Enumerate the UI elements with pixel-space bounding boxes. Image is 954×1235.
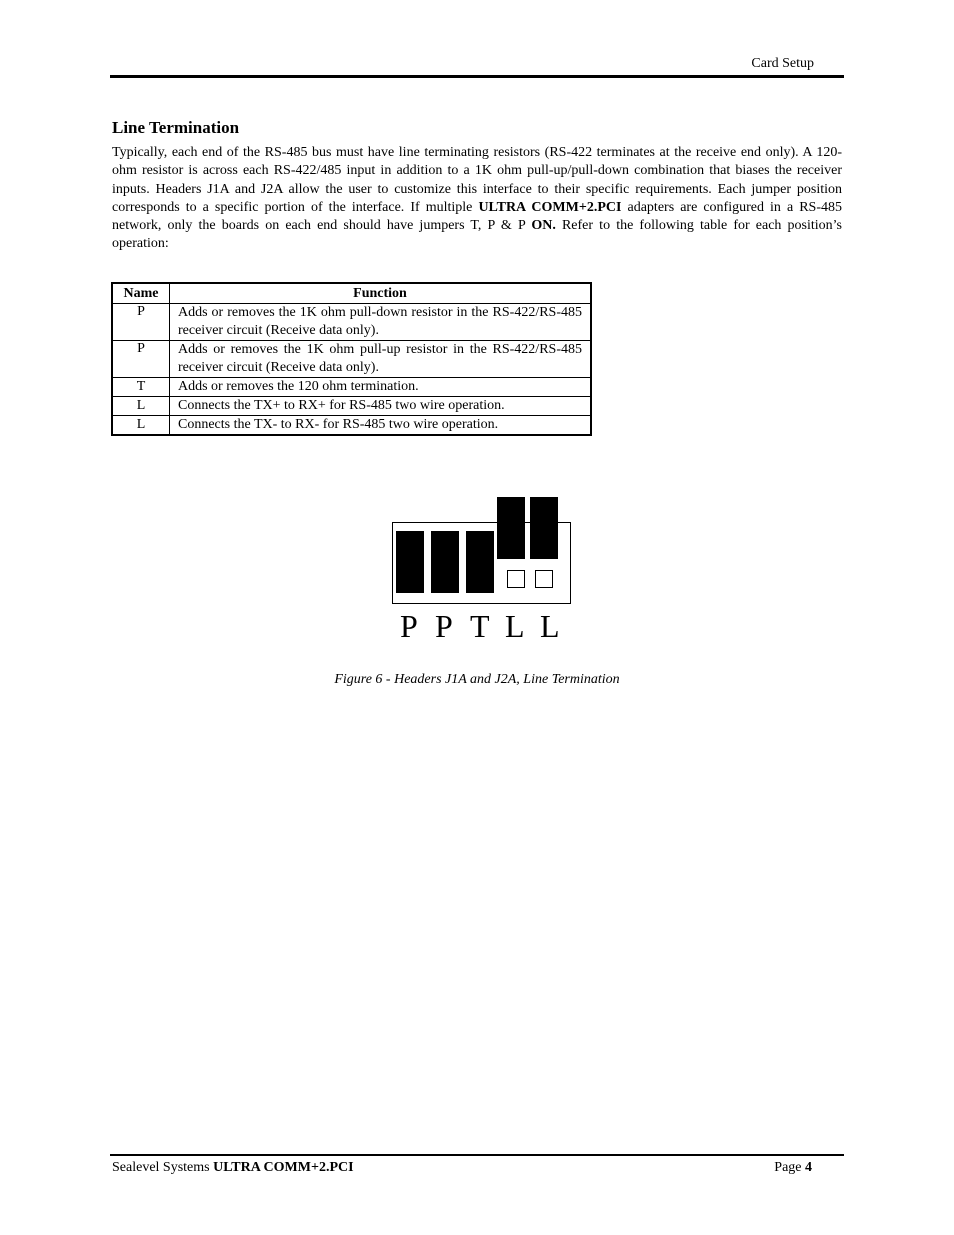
exposed-pin-l1 — [507, 570, 525, 588]
table-row — [112, 378, 591, 397]
row-function: Adds or removes the 1K ohm pull-down resistor in the RS-422/RS-485 receiver circuit (Receive data only). — [170, 304, 592, 341]
jumper-labels — [400, 608, 575, 645]
row-name: T — [112, 378, 170, 397]
jumper-block-p1 — [396, 531, 424, 593]
footer-rule — [110, 1154, 844, 1156]
jumper-block-l2-raised — [530, 497, 558, 559]
figure-caption: Figure 6 - Headers J1A and J2A, Line Termination — [334, 672, 620, 687]
running-header: Card Setup — [751, 56, 814, 71]
jumper-block-l1-raised — [497, 497, 525, 559]
table-row — [112, 304, 591, 341]
footer-page — [774, 1160, 812, 1176]
table-row — [112, 416, 591, 436]
paragraph-text: Typically, each end of the RS-485 bus must have line terminating resistors (RS-422 terminates at the receive end only). A 120-ohm resistor is across each RS-422/485 input in addition to a 1K ohm pull-up/pull-down combination that biases the receiver inputs. Headers J1A and J2A allow the user to customize this interface to their specific requirements. Each jumper position corresponds to a specific portion of the interface. If multiple — [112, 145, 842, 215]
jumper-label: T — [470, 608, 490, 644]
row-function: Connects the TX+ to RX+ for RS-485 two wire operation. — [170, 397, 592, 416]
row-name: P — [112, 304, 170, 341]
header-rule — [110, 75, 844, 78]
paragraph-text: Refer to the following table for each position’s operation: — [112, 218, 842, 252]
paragraph-text: adapters are configured in a RS-485 network, only the boards on each end should have jumpers T, P & P — [112, 199, 843, 234]
product-name: ULTRA COMM+2.PCI — [478, 199, 622, 215]
table-header-row — [112, 283, 591, 304]
jumper-block-p2 — [431, 531, 459, 593]
exposed-pin-l2 — [535, 570, 553, 588]
footer-product-name: ULTRA COMM+2.PCI — [213, 1160, 354, 1175]
footer-page-label: Page — [774, 1160, 805, 1175]
row-name: L — [112, 416, 170, 436]
row-name: L — [112, 397, 170, 416]
row-function: Adds or removes the 120 ohm termination. — [170, 378, 592, 397]
jumper-label: L — [540, 608, 560, 644]
jumper-label: P — [435, 608, 453, 644]
table-row — [112, 341, 591, 378]
column-header-name: Name — [112, 283, 170, 304]
on-keyword: ON. — [531, 218, 556, 234]
row-function: Adds or removes the 1K ohm pull-up resistor in the RS-422/RS-485 receiver circuit (Receive data only). — [170, 341, 592, 378]
section-title: Line Termination — [112, 118, 240, 137]
table-row — [112, 397, 591, 416]
function-table-wrapper — [111, 282, 592, 436]
jumper-block-t — [466, 531, 494, 593]
footer-company-name: Sealevel Systems — [112, 1160, 214, 1175]
row-name: P — [112, 341, 170, 378]
header-jumper-diagram — [392, 496, 572, 646]
row-function: Connects the TX- to RX- for RS-485 two wire operation. — [170, 416, 592, 436]
column-header-function: Function — [170, 283, 592, 304]
page-number: 4 — [805, 1160, 812, 1175]
jumper-label: L — [505, 608, 525, 644]
footer-company — [112, 1160, 354, 1176]
jumper-function-table — [111, 282, 592, 436]
jumper-label: P — [400, 608, 418, 644]
body-paragraph — [112, 144, 842, 254]
